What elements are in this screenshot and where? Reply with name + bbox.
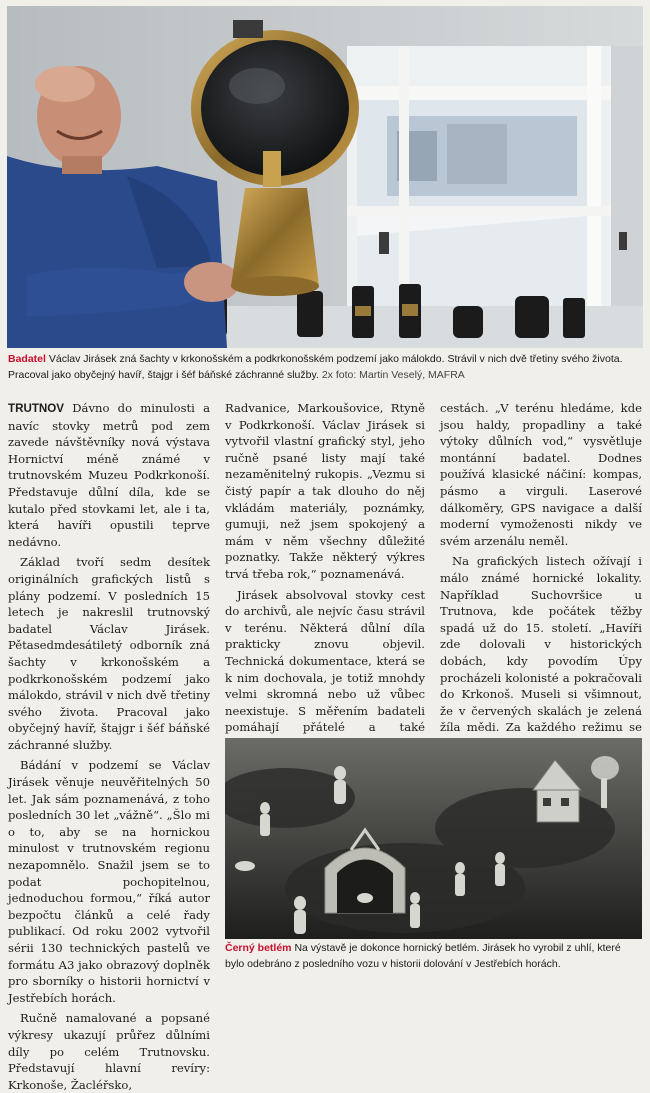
paragraph-text: Dávno do minulosti a navíc stovky metrů pod zem zavede návštěvníky nová výstava Hornictví méně známé v trutnovském Muzeu Podkrkonoší. Představuje důlní díla, kde se kutalo před stovkami let, ale i ta, která havíři opustili teprve nedávno.	[8, 401, 210, 549]
photo-badatel	[7, 6, 643, 348]
photo-betlem-illustration	[225, 738, 642, 939]
article-column-1	[8, 400, 210, 1093]
article-paragraph: Bádání v podzemí se Václav Jirásek věnuje neuvěřitelných 50 let. Jak sám poznamenává, z toho posledních 30 let „vážně“. „Šlo mi o to, aby se na hornickou minulost v trutnovském regionu nezapomnělo. Snažil jsem se to podat pochopitelnou, jednoduchou formou,“ říká autor bezpočtu článků a celé řady publikací. Od roku 2002 vytvořil sérii 130 technických pastelů ve formátu A3 jako obrazový doplněk pro sborníky o historii hornictví v Jestřebích horách.	[8, 758, 210, 1005]
photo-badatel-illustration	[7, 6, 643, 348]
article-paragraph: Radvanice, Markoušovice, Rtyně v Podkrkonoší. Václav Jirásek si vytvořil vlastní grafický styl, jeho ručně psané listy mají také nezaměnitelný rukopis. „Vezmu si čistý papír a tak dlouho do něj vkládám materiály, poznámky, gumuji, než jsem spokojený a mám v něm všechny důležité poznatky. Takže některý výkres trvá třeba rok,“ poznamenává.	[225, 401, 425, 581]
caption-label: Badatel	[8, 353, 46, 365]
photo-badatel-caption	[8, 351, 642, 383]
article-paragraph: cestách. „V terénu hledáme, kde jsou haldy, propadliny a také výtoky důlních vod,“ vysvětluje montánní badatel. Dodnes používá klasické náčiní: kompas, pásmo a virguli. Laserové dálkoměry, GPS navigace a další moderní vymoženosti nikdy ve svém arzenálu neměl.	[440, 401, 642, 548]
article-paragraph: Ručně namalované a popsané výkresy ukazují průřez důlními díly po celém Trutnovsku. Představují hlavní revíry: Krkonoše, Žacléřsko,	[8, 1011, 210, 1092]
caption-text: Václav Jirásek zná šachty v krkonošském a podkrkonošském podzemí jako málokdo. Strávil v nich dvě třetiny svého života. Pracoval jako obyčejný havíř, štajgr i šéf báňské záchranné služby.	[8, 353, 623, 381]
article-paragraph	[8, 400, 210, 550]
article-paragraph: Základ tvoří sedm desítek originálních grafických listů s plány podzemí. V posledních 15 letech je nakreslil trutnovský badatel Václav Jirásek. Pětasedmdesátiletý odborník zná šachty v krkonošském a podkrkonošském podzemí jako málokdo, strávil v nich dvě třetiny svého života. Pracoval jako obyčejný havíř, štajgr i šéf báňské záchranné služby.	[8, 555, 210, 752]
photo-betlem-caption	[225, 940, 642, 972]
dateline: TRUTNOV	[8, 402, 65, 415]
caption-label: Černý betlém	[225, 942, 292, 954]
article-column-2	[225, 400, 425, 786]
article-paragraph: Na grafických listech ožívají i málo známé hornické lokality. Například Suchovršice u Trutnova, kde počátek těžby spadá už do 15. století. „Havíři zde dolovali v historických dobách, kdy povodím Úpy procházeli kolonisté a pokračovali do Krkonoš. Museli si všimnout, že v červených skalách je zelená žíla mědi. Za každého režimu se	[440, 554, 642, 735]
photo-cerny-betlem	[225, 738, 642, 939]
article-paragraph: Jirásek absolvoval stovky cest do archivů, ale nejvíc času strávil v terénu. Některá důlní díla prakticky znovu objevil. Technická dokumentace, která se k nim dochovala, je totiž mnohdy velmi skromná nebo už vůbec neexistuje. S měřením badateli pomáhají přátelé a také	[225, 587, 425, 735]
photo-credit: 2x foto: Martin Veselý, MAFRA	[321, 369, 465, 381]
article-column-3	[440, 400, 642, 786]
caption-text: Na výstavě je dokonce hornický betlém. Jirásek ho vyrobil z uhlí, které bylo odebráno z posledního vozu v historii dolování v Jestřebích horách.	[225, 942, 621, 970]
